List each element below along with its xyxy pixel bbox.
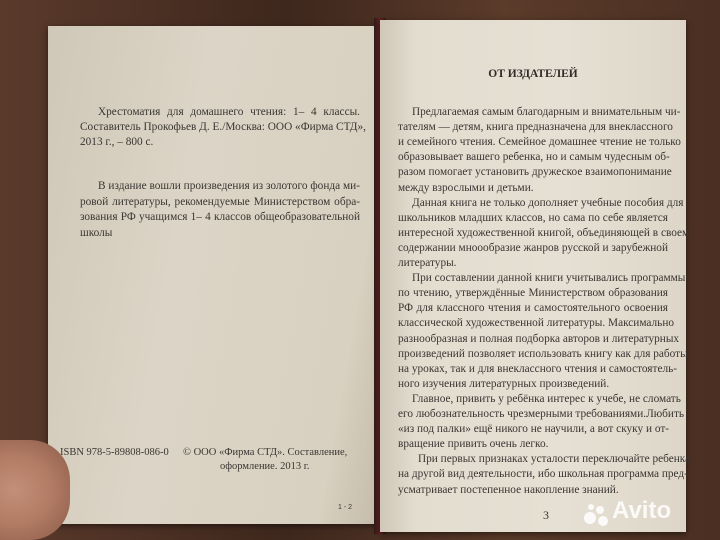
- page-number: 3: [543, 508, 549, 522]
- text-line: «из под палки» ещё никого не научили, а вот скуку и от-: [398, 423, 670, 436]
- left-page: [48, 26, 380, 524]
- text-line: Главное, привить у ребёнка интерес к учебе, не сломать: [412, 392, 681, 405]
- text-line: При первых признаках усталости переключайте ребенка: [418, 453, 691, 466]
- avito-watermark: Avito: [612, 497, 672, 524]
- isbn: ISBN 978-5-89808-086-0: [60, 447, 169, 458]
- text-line: Предлагаемая самым благодарным и внимательным чи-: [412, 106, 681, 118]
- text-line: на другой вид деятельности, ибо школьная программа пред-: [398, 468, 688, 481]
- text-line: разнообразная и полная подборка авторов и литературных: [398, 332, 680, 345]
- copyright-line-1: © ООО «Фирма СТД». Составление,: [183, 447, 348, 458]
- text-line: школьников младших классов, но сама по себе является: [398, 211, 668, 224]
- section-title: ОТ ИЗДАТЕЛЕЙ: [488, 68, 578, 80]
- text-line: При составлении данной книги учитывались программы: [412, 272, 686, 285]
- text-line: усматривает постепенное накопление знаний.: [398, 483, 619, 496]
- thumb: [0, 440, 70, 540]
- text-line: его любознательность чрезмерными требованиями.Любить: [398, 408, 685, 420]
- text-line: литературы.: [398, 257, 457, 269]
- text-line: Данная книга не только дополняет учебные пособия для: [412, 196, 684, 209]
- text-line: вращение привить очень легко.: [398, 438, 549, 451]
- text-line: образовывает вашего ребенка, но и самым чудесным об-: [398, 151, 670, 164]
- text-line: произведений позволяет использовать книгу как для работы: [398, 347, 688, 360]
- text-line: интересной художественной книгой, объединяющей в своем: [398, 226, 690, 239]
- text-line: Составитель Прокофьев Д. Е./Москва: ООО «Фирма СТД»,: [80, 121, 366, 133]
- text-line: зования РФ учащимся 1– 4 классов общеобразовательной: [80, 211, 360, 223]
- printer-signature: 1 - 2: [338, 504, 353, 511]
- text-line: на уроках, так и для внеклассного чтения и самостоятель-: [398, 362, 678, 375]
- text-line: по чтению, утверждённые Министерством образования: [398, 287, 668, 300]
- text-line: школы: [80, 226, 113, 239]
- text-line: классической художественной литературы. Максимально: [398, 317, 675, 330]
- text-line: между взрослыми и детьми.: [398, 181, 534, 194]
- avito-logo-icon: [584, 502, 610, 528]
- text-line: содержании мноообразие жанров русской и зарубежной: [398, 241, 668, 254]
- text-line: и семейного чтения. Семейное домашнее чтение не только: [398, 136, 681, 149]
- text-line: РФ для классного чтения и самостоятельного освоения: [398, 302, 668, 315]
- text-line: ного изучения литературных произведений.: [398, 377, 610, 390]
- text-line: 2013 г., – 800 с.: [80, 136, 154, 148]
- text-line: тателям — детям, книга предназначена для внеклассного: [398, 121, 673, 134]
- copyright-line-2: оформление. 2013 г.: [220, 461, 310, 472]
- text-line: В издание вошли произведения из золотого фонда ми-: [98, 180, 360, 192]
- right-page: [380, 20, 691, 532]
- text-line: Хрестоматия для домашнего чтения: 1– 4 классы.: [98, 106, 360, 118]
- text-line: ровой литературы, рекомендуемые Министерством обра-: [80, 195, 360, 208]
- text-line: разом помогает установить дружеское взаимопонимание: [398, 166, 672, 179]
